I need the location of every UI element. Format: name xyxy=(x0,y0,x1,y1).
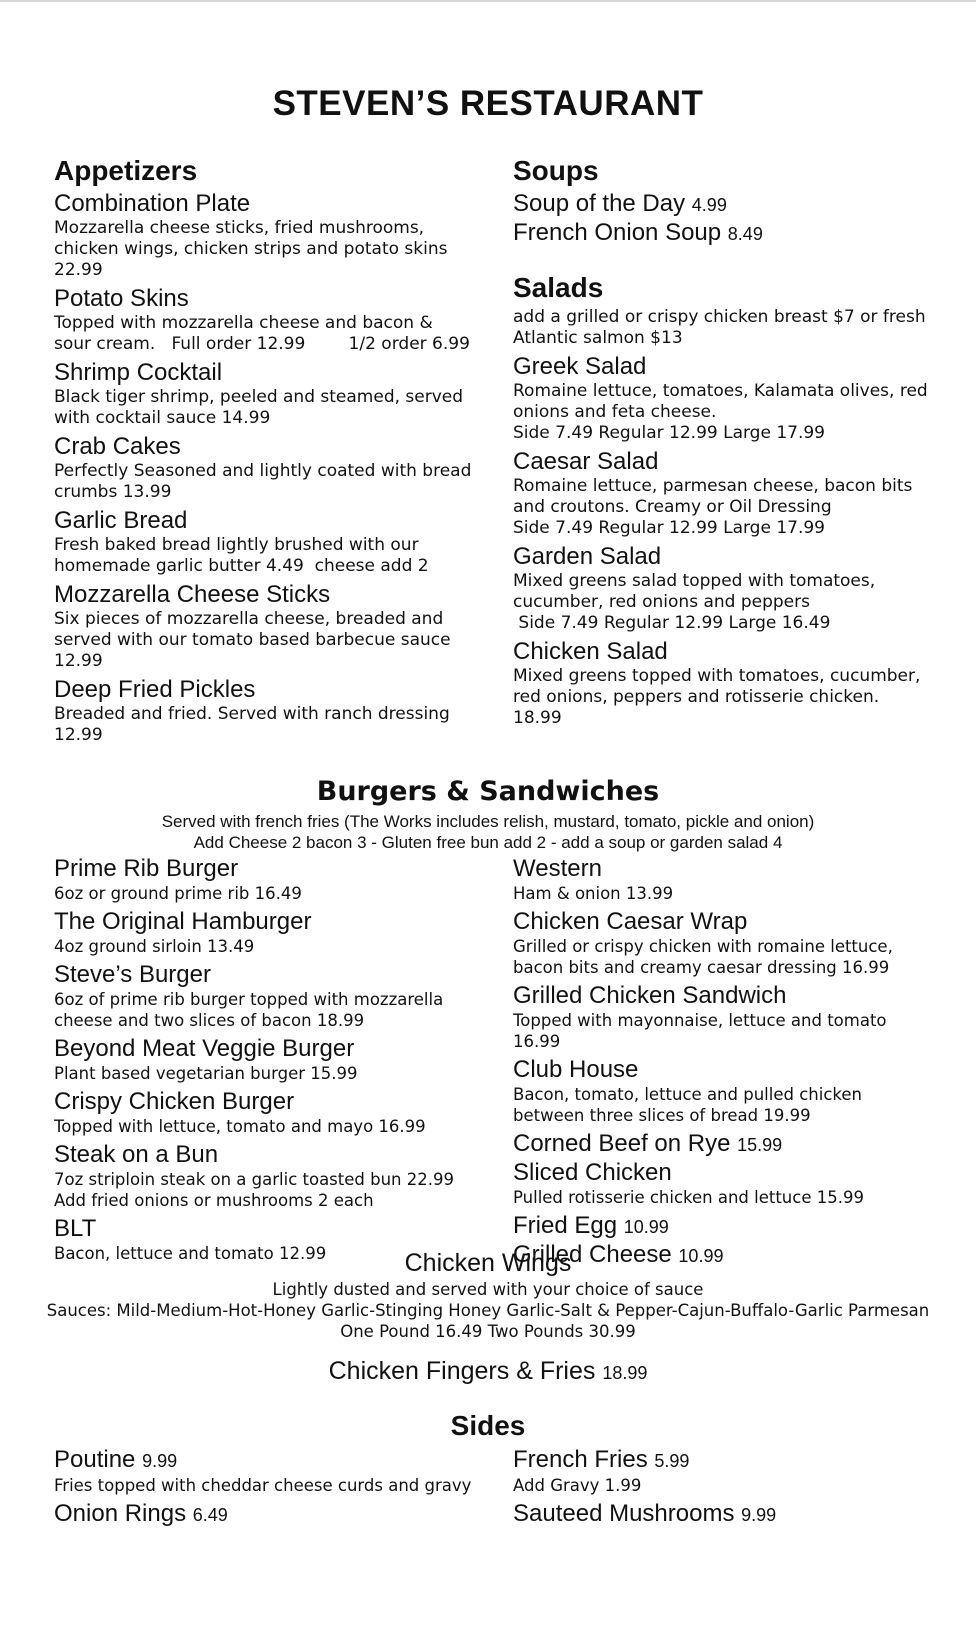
item-description: Pulled rotisserie chicken and lettuce 15.99 xyxy=(513,1188,864,1207)
item-name: Corned Beef on Rye xyxy=(513,1130,731,1157)
item-name: Chicken Fingers & Fries xyxy=(328,1357,596,1385)
item-description: Bacon, lettuce and tomato 12.99 xyxy=(54,1244,327,1263)
menu-item xyxy=(513,543,933,634)
menu-item xyxy=(513,1500,933,1529)
salads-note: add a grilled or crispy chicken breast $7 or fresh Atlantic salmon $13 xyxy=(513,307,926,348)
item-name: Caesar Salad xyxy=(513,448,659,475)
item-description: Topped with mayonnaise, lettuce and tomato 16.99 xyxy=(513,1011,887,1051)
item-name: Prime Rib Burger xyxy=(54,855,239,882)
burgers-note: Served with french fries (The Works includes relish, mustard, tomato, pickle and onion) xyxy=(161,812,815,831)
menu-item xyxy=(513,219,933,248)
item-name: Grilled Cheese xyxy=(513,1241,672,1268)
appetizers-heading: Appetizers xyxy=(54,155,198,186)
item-name: Chicken Salad xyxy=(513,638,668,665)
item-description: Plant based vegetarian burger 15.99 xyxy=(54,1064,358,1083)
wings-description: Lightly dusted and served with your choice of sauce xyxy=(272,1280,704,1299)
item-price: 4.99 xyxy=(691,195,727,215)
salads-section xyxy=(513,271,933,733)
item-description: Fresh baked bread lightly brushed with our homemade garlic butter 4.49 cheese add 2 xyxy=(54,535,429,576)
sides-heading: Sides xyxy=(450,1410,526,1441)
menu-item xyxy=(54,359,474,429)
sides-left-column xyxy=(54,1446,474,1529)
item-price: 9.99 xyxy=(741,1505,777,1525)
menu-item xyxy=(513,190,933,219)
item-price: 5.99 xyxy=(654,1451,690,1471)
item-description: Fries topped with cheddar cheese curds and gravy xyxy=(54,1476,472,1495)
item-name: Garlic Bread xyxy=(54,507,188,534)
item-description: Add Gravy 1.99 xyxy=(513,1476,642,1495)
menu-item xyxy=(513,1130,933,1159)
wings-heading: Chicken Wings xyxy=(404,1249,572,1277)
wings-sauces: Sauces: Mild-Medium-Hot-Honey Garlic-Stinging Honey Garlic-Salt & Pepper-Cajun-Buffalo-Garlic Parmesan xyxy=(46,1301,930,1320)
menu-item xyxy=(513,1212,933,1241)
item-name: Garden Salad xyxy=(513,543,662,570)
item-prices: Side 7.49 Regular 12.99 Large 17.99 xyxy=(513,518,826,538)
item-description: Romaine lettuce, parmesan cheese, bacon bits and croutons. Creamy or Oil Dressing xyxy=(513,476,913,517)
menu-item xyxy=(513,1446,933,1475)
menu-item xyxy=(513,353,933,444)
menu-item xyxy=(513,638,933,729)
item-name: Crab Cakes xyxy=(54,433,181,460)
item-description: Breaded and fried. Served with ranch dressing 12.99 xyxy=(54,704,450,745)
item-name: Sliced Chicken xyxy=(513,1159,672,1186)
item-price: 9.99 xyxy=(142,1451,178,1471)
menu-item xyxy=(54,285,474,355)
burgers-addons: Add Cheese 2 bacon 3 - Gluten free bun add 2 - add a soup or garden salad 4 xyxy=(193,833,783,852)
item-description: 6oz or ground prime rib 16.49 xyxy=(54,884,302,903)
burgers-right-column xyxy=(513,855,933,1270)
restaurant-title: STEVEN’S RESTAURANT xyxy=(272,84,704,123)
item-name: Mozzarella Cheese Sticks xyxy=(54,581,331,608)
menu-item xyxy=(54,433,474,503)
menu-item xyxy=(54,507,474,577)
item-description: Black tiger shrimp, peeled and steamed, served with cocktail sauce 14.99 xyxy=(54,387,464,428)
menu-item xyxy=(54,190,474,281)
item-description: 4oz ground sirloin 13.49 xyxy=(54,937,255,956)
menu-item xyxy=(54,581,474,672)
item-name: Shrimp Cocktail xyxy=(54,359,223,386)
soups-section xyxy=(513,154,933,248)
item-name: Steve’s Burger xyxy=(54,961,211,988)
item-description: 6oz of prime rib burger topped with mozzarella cheese and two slices of bacon 18.99 xyxy=(54,990,444,1030)
item-description: Mozzarella cheese sticks, fried mushrooms, chicken wings, chicken strips and potato skins 22.99 xyxy=(54,218,448,280)
item-description: Bacon, tomato, lettuce and pulled chicken between three slices of bread 19.99 xyxy=(513,1085,862,1125)
item-description: Romaine lettuce, tomatoes, Kalamata olives, red onions and feta cheese. xyxy=(513,381,928,422)
item-description: Six pieces of mozzarella cheese, breaded and served with our tomato based barbecue sauce 12.99 xyxy=(54,609,451,671)
item-name: Club House xyxy=(513,1056,639,1083)
item-name: Deep Fried Pickles xyxy=(54,676,256,703)
item-description: Ham & onion 13.99 xyxy=(513,884,674,903)
item-description: Mixed greens topped with tomatoes, cucumber, red onions, peppers and rotisserie chicken. 18.99 xyxy=(513,666,921,728)
burgers-heading: Burgers & Sandwiches xyxy=(316,776,660,807)
salads-heading: Salads xyxy=(513,272,604,303)
item-price: 6.49 xyxy=(192,1505,228,1525)
item-name: French Fries xyxy=(513,1446,648,1473)
item-price: 10.99 xyxy=(678,1246,724,1266)
item-prices: Side 7.49 Regular 12.99 Large 16.49 xyxy=(513,613,831,633)
item-name: Western xyxy=(513,855,602,882)
item-price: 15.99 xyxy=(737,1135,783,1155)
sides-right-column xyxy=(513,1446,933,1529)
item-name: Steak on a Bun xyxy=(54,1141,219,1168)
item-name: The Original Hamburger xyxy=(54,908,312,935)
item-name: Fried Egg xyxy=(513,1212,618,1239)
wings-prices: One Pound 16.49 Two Pounds 30.99 xyxy=(340,1322,636,1341)
appetizers-section xyxy=(54,154,474,750)
menu-item xyxy=(513,448,933,539)
item-price: 8.49 xyxy=(727,224,763,244)
item-description: Add fried onions or mushrooms 2 each xyxy=(54,1191,374,1210)
item-name: Onion Rings xyxy=(54,1500,187,1527)
item-name: Beyond Meat Veggie Burger xyxy=(54,1035,355,1062)
item-name: Soup of the Day xyxy=(513,190,686,217)
item-description: Grilled or crispy chicken with romaine lettuce, bacon bits and creamy caesar dressing 16.99 xyxy=(513,937,893,977)
soups-heading: Soups xyxy=(513,155,599,186)
item-name: Combination Plate xyxy=(54,190,251,217)
item-prices: Side 7.49 Regular 12.99 Large 17.99 xyxy=(513,423,826,443)
item-name: BLT xyxy=(54,1215,97,1242)
menu-item xyxy=(54,676,474,746)
burgers-left-column xyxy=(54,855,474,1268)
item-name: Potato Skins xyxy=(54,285,189,312)
item-name: Grilled Chicken Sandwich xyxy=(513,982,787,1009)
item-name: Sauteed Mushrooms xyxy=(513,1500,735,1527)
item-name: Poutine xyxy=(54,1446,136,1473)
chicken-fingers-item xyxy=(0,1356,976,1388)
item-name: French Onion Soup xyxy=(513,219,722,246)
menu-item xyxy=(54,1500,474,1529)
menu-item xyxy=(54,1446,474,1475)
item-name: Crispy Chicken Burger xyxy=(54,1088,295,1115)
item-price: 18.99 xyxy=(602,1363,648,1383)
item-description: Topped with mozzarella cheese and bacon & sour cream. Full order 12.99 1/2 order 6.99 xyxy=(54,313,470,354)
item-description: Mixed greens salad topped with tomatoes, cucumber, red onions and peppers xyxy=(513,571,876,612)
item-description: Perfectly Seasoned and lightly coated with bread crumbs 13.99 xyxy=(54,461,472,502)
item-name: Greek Salad xyxy=(513,353,647,380)
item-description: Topped with lettuce, tomato and mayo 16.99 xyxy=(54,1117,426,1136)
item-price: 10.99 xyxy=(623,1217,669,1237)
item-description: 7oz striploin steak on a garlic toasted bun 22.99 xyxy=(54,1170,454,1189)
item-name: Chicken Caesar Wrap xyxy=(513,908,748,935)
